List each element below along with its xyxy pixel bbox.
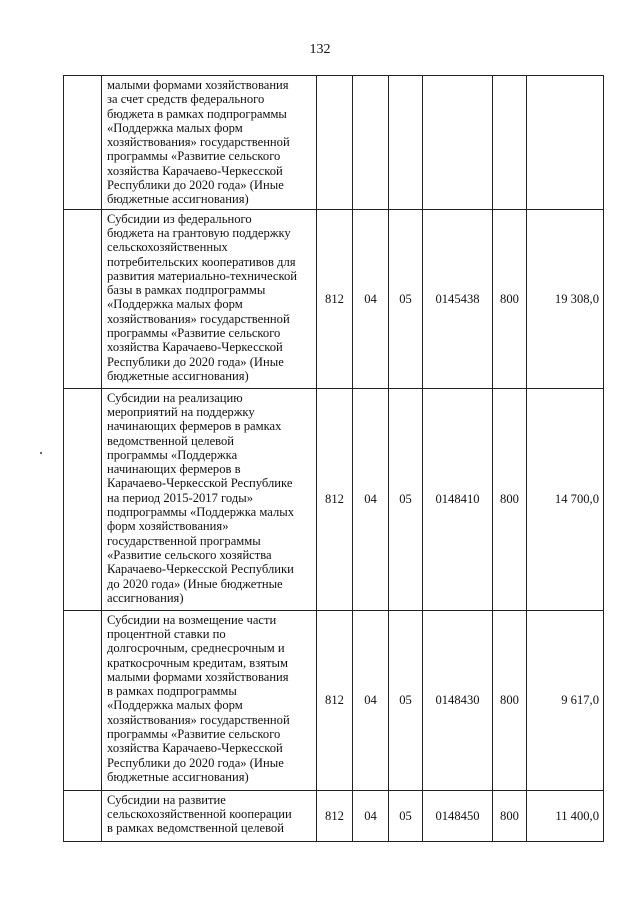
subsection-code-cell: 05 <box>389 790 423 841</box>
section-code-cell: 04 <box>353 388 389 610</box>
amount-cell: 14 700,0 <box>527 388 604 610</box>
target-article-cell: 0148410 <box>423 388 493 610</box>
target-article-cell <box>423 76 493 210</box>
ministry-code-cell: 812 <box>317 388 353 610</box>
table-row <box>64 209 604 388</box>
table-row <box>64 790 604 841</box>
expense-type-cell: 800 <box>493 209 527 388</box>
row-index-cell <box>64 209 102 388</box>
expense-type-cell <box>493 76 527 210</box>
expense-type-cell: 800 <box>493 610 527 790</box>
subsection-code-cell <box>389 76 423 210</box>
description-cell <box>102 610 317 790</box>
page-number: 132 <box>309 42 331 57</box>
scan-speck <box>40 452 42 454</box>
amount-cell: 9 617,0 <box>527 610 604 790</box>
ministry-code-cell: 812 <box>317 610 353 790</box>
amount-cell <box>527 76 604 210</box>
section-code-cell: 04 <box>353 209 389 388</box>
description-cell <box>102 388 317 610</box>
description-cell <box>102 209 317 388</box>
amount-cell: 11 400,0 <box>527 790 604 841</box>
table-row <box>64 76 604 210</box>
row-description: Субсидии на возмещение части процентной ставки по долгосрочным, среднесрочным и краткосрочным кредитам, взятым малыми формами хозяйствования в рамках подпрограммы «Поддержка малых форм хозяйствования» государственной программы «Развитие сельского хозяйства Карачаево-Черкесской Республики до 2020 года» (Иные бюджетные ассигнования) <box>107 612 290 784</box>
section-code-cell: 04 <box>353 610 389 790</box>
expense-type-cell: 800 <box>493 388 527 610</box>
amount-cell: 19 308,0 <box>527 209 604 388</box>
target-article-cell: 0148450 <box>423 790 493 841</box>
ministry-code-cell: 812 <box>317 209 353 388</box>
table-row <box>64 610 604 790</box>
row-description: малыми формами хозяйствования за счет средств федерального бюджета в рамках подпрограммы «Поддержка малых форм хозяйствования» государственной программы «Развитие сельского хозяйства Карачаево-Черкесской Республики до 2020 года» (Иные бюджетные ассигнования) <box>107 78 290 207</box>
row-description: Субсидии на развитие сельскохозяйственной кооперации в рамках ведомственной целевой <box>107 792 292 836</box>
row-index-cell <box>64 790 102 841</box>
row-index-cell <box>64 388 102 610</box>
row-description: Субсидии на реализацию мероприятий на поддержку начинающих фермеров в рамках ведомственной целевой программы «Поддержка начинающих фермеров в Карачаево-Черкесской Республике на период 2015-2017 годы» подпрограммы «Поддержка малых форм хозяйствования» государственной программы «Развитие сельского хозяйства Карачаево-Черкесской Республики до 2020 года» (Иные бюджетные ассигнования) <box>107 390 295 605</box>
row-index-cell <box>64 76 102 210</box>
expense-type-cell: 800 <box>493 790 527 841</box>
subsection-code-cell: 05 <box>389 610 423 790</box>
subsection-code-cell: 05 <box>389 209 423 388</box>
target-article-cell: 0148430 <box>423 610 493 790</box>
target-article-cell: 0145438 <box>423 209 493 388</box>
ministry-code-cell <box>317 76 353 210</box>
ministry-code-cell: 812 <box>317 790 353 841</box>
row-index-cell <box>64 610 102 790</box>
section-code-cell <box>353 76 389 210</box>
row-description: Субсидии из федерального бюджета на грантовую поддержку сельскохозяйственных потребительских кооперативов для развития материально-технической базы в рамках подпрограммы «Поддержка малых форм хозяйствования» государственной программы «Развитие сельского хозяйства Карачаево-Черкесской Республики до 2020 года» (Иные бюджетные ассигнования) <box>107 211 298 383</box>
description-cell <box>102 790 317 841</box>
subsection-code-cell: 05 <box>389 388 423 610</box>
budget-table <box>63 75 604 842</box>
table-row <box>64 388 604 610</box>
section-code-cell: 04 <box>353 790 389 841</box>
description-cell <box>102 76 317 210</box>
